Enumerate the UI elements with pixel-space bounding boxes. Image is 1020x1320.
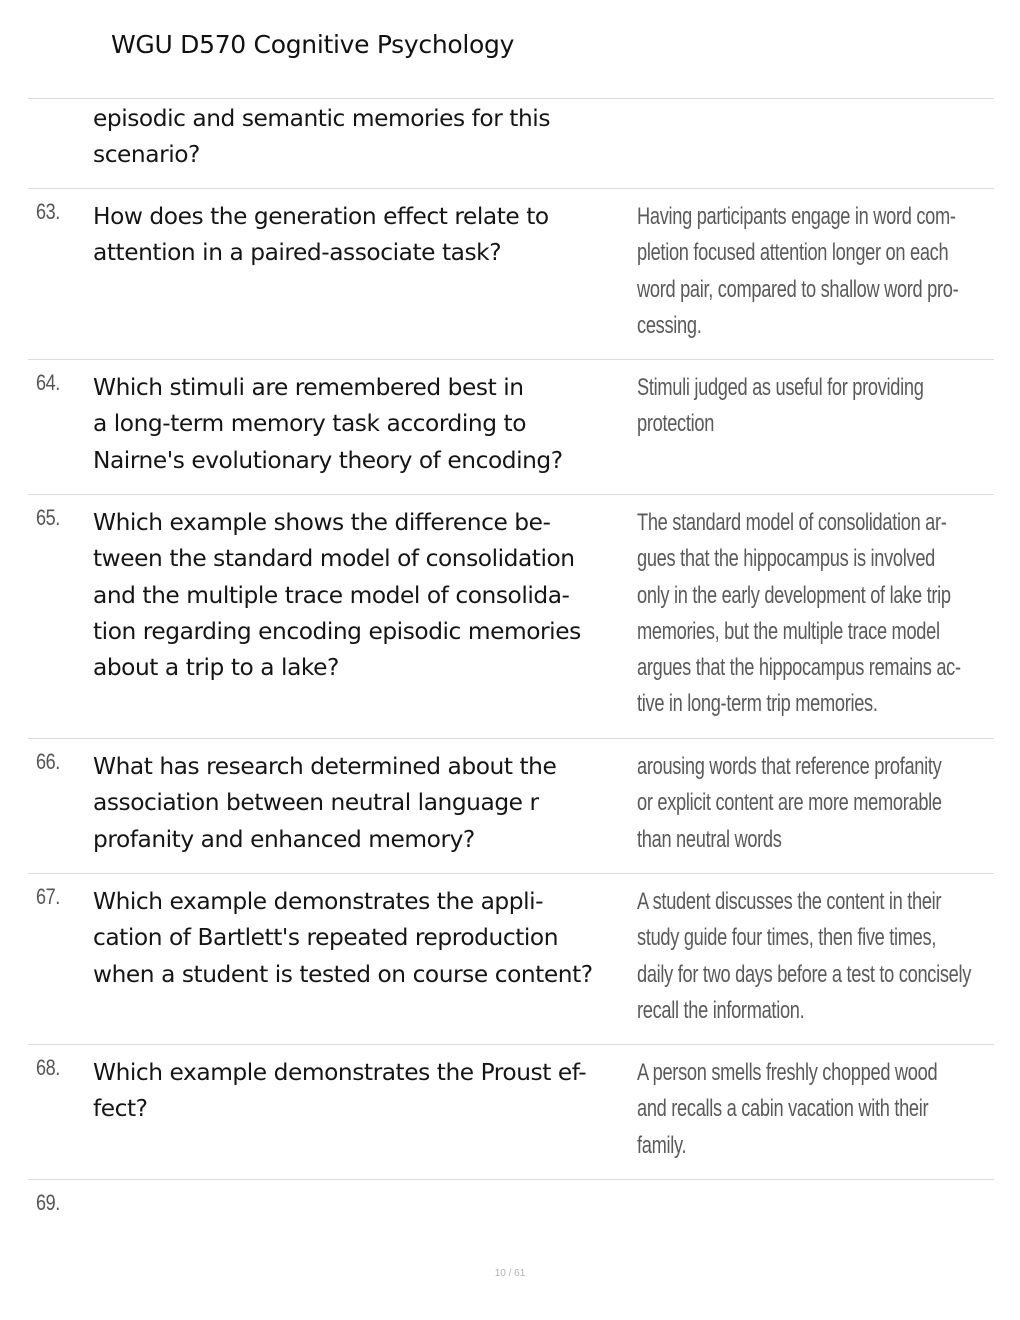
answer-text: A student discusses the content in their study guide four times, then five times, daily for two days before a test to concisely recall the information. <box>637 888 972 1024</box>
divider <box>28 738 994 739</box>
item-number: 67. <box>36 884 60 909</box>
divider <box>28 188 994 189</box>
question-text: How does the generation effect relate to attention in a paired-associate task? <box>93 203 549 267</box>
question-text: Which example demonstrates the Proust ef- fect? <box>93 1059 587 1123</box>
item-number: 69. <box>36 1190 60 1215</box>
item-number: 68. <box>36 1055 60 1080</box>
item-number: 64. <box>36 370 60 395</box>
divider <box>28 494 994 495</box>
divider <box>28 359 994 360</box>
item-number: 66. <box>36 749 60 774</box>
question-text: Which stimuli are remembered best in a long-term memory task according to Nairne's evolutionary theory of encoding? <box>93 374 563 474</box>
question-text: Which example shows the difference be- tween the standard model of consolidation and the multiple trace model of consolida- tion regarding encoding episodic memories about a trip to a lake? <box>93 509 581 682</box>
answer-text: Stimuli judged as useful for providing protection <box>637 374 924 438</box>
divider <box>28 1044 994 1045</box>
divider <box>28 873 994 874</box>
answer-text: Having participants engage in word com- pletion focused attention longer on each word pair, compared to shallow word pro- cessing. <box>637 203 959 339</box>
answer-text: arousing words that reference profanity or explicit content are more memorable than neutral words <box>637 753 942 853</box>
continuation-question-text: episodic and semantic memories for this scenario? <box>93 105 551 169</box>
question-text: Which example demonstrates the appli- cation of Bartlett's repeated reproduction when a student is tested on course content? <box>93 888 593 988</box>
divider <box>28 1179 994 1180</box>
answer-text: A person smells freshly chopped wood and recalls a cabin vacation with their family. <box>637 1059 938 1159</box>
divider <box>28 98 994 99</box>
answer-text: The standard model of consolidation ar- gues that the hippocampus is involved only in the early development of lake trip memories, but the multiple trace model argues that the hippocampus remains ac- tive in long-term trip memories. <box>637 509 961 718</box>
page-indicator: 10 / 61 <box>494 1268 526 1279</box>
item-number: 65. <box>36 505 60 530</box>
question-text: What has research determined about the association between neutral language r profanity and enhanced memory? <box>93 753 557 853</box>
item-number: 63. <box>36 199 60 224</box>
document-title: WGU D570 Cognitive Psychology <box>111 30 515 59</box>
